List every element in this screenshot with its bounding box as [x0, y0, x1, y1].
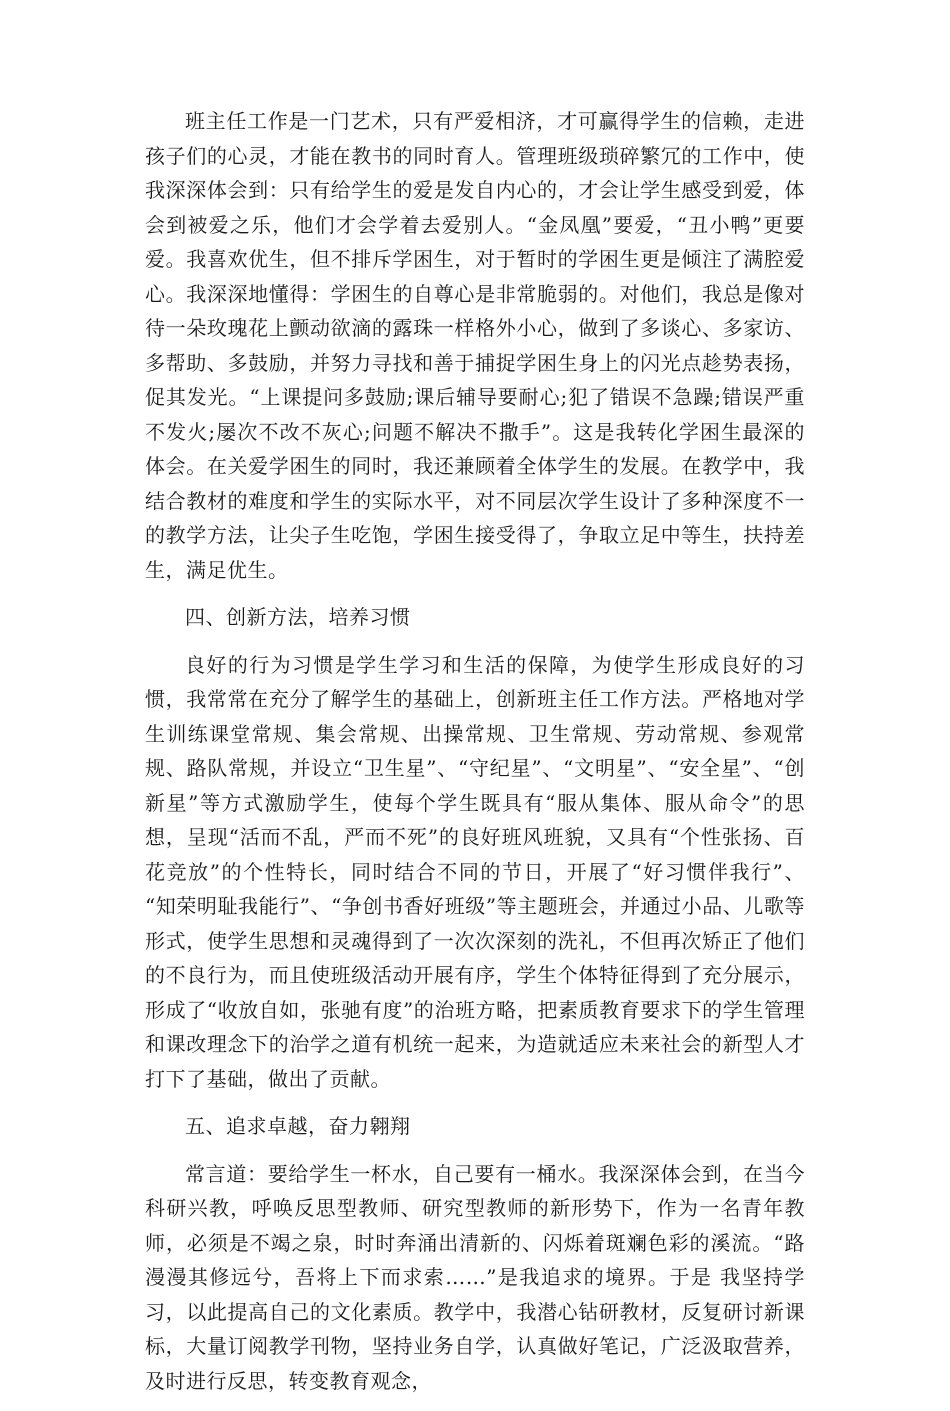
paragraph-good-habits: 良好的行为习惯是学生学习和生活的保障，为使学生形成良好的习惯，我常常在充分了解学生的基础上，创新班主任工作方法。严格地对学生训练课堂常规、集会常规、出操常规、卫生常规、劳动常规、参观常规、路队常规，并设立“卫生星”、“守纪星”、“文明星”、“安全星”、“创新星”等方式激励学生，使每个学生既具有“服从集体、服从命令”的思想，呈现“活而不乱，严而不死”的良好班风班貌，又具有“个性张扬、百花竞放”的个性特长，同时结合不同的节日，开展了“好习惯伴我行”、 “知荣明耻我能行”、“争创书香好班级”等主题班会，并通过小品、儿歌等形式，使学生思想和灵魂得到了一次次深刻的洗礼，不但再次矫正了他们的不良行为，而且使班级活动开展有序，学生个体特征得到了充分展示，形成了“收放自如，张驰有度”的治班方略，把素质教育要求下的学生管理和课改理念下的治学之道有机统一起来，为造就适应未来社会的新型人才打下了基础，做出了贡献。: [145, 652, 805, 1091]
section-heading-4: 四、创新方法，培养习惯: [185, 605, 411, 629]
paragraph-pursue-excellence: 常言道：要给学生一杯水，自己要有一桶水。我深深体会到，在当今科研兴教，呼唤反思型教师、研究型教师的新形势下，作为一名青年教师，必须是不竭之泉，时时奔涌出清新的、闪烁着斑斓色彩的溪流。“路漫漫其修远兮，吾将上下而求索……”是我追求的境界。于是 我坚持学习，以此提高自己的文化素质。教学中，我潜心钻研教材，反复研讨新课标，大量订阅教学刊物，坚持业务自学，认真做好笔记，广泛汲取营养，及时进行反思，转变教育观念，: [145, 1161, 805, 1393]
paragraph-class-teacher-love: 班主任工作是一门艺术，只有严爱相济，才可赢得学生的信赖，走进孩子们的心灵，才能在教书的同时育人。管理班级琐碎繁冗的工作中，使我深深体会到：只有给学生的爱是发自内心的，才会让学生感受到爱，体会到被爱之乐，他们才会学着去爱别人。“金凤凰”要爱，“丑小鸭”更要爱。我喜欢优生，但不排斥学困生，对于暂时的学困生更是倾注了满腔爱心。我深深地懂得：学困生的自尊心是非常脆弱的。对他们，我总是像对待一朵玫瑰花上颤动欲滴的露珠一样格外小心，做到了多谈心、多家访、多帮助、多鼓励，并努力寻找和善于捕捉学困生身上的闪光点趁势表扬，促其发光。“上课提问多鼓励;课后辅导要耐心;犯了错误不急躁;错误严重不发火;屡次不改不灰心;问题不解决不撒手”。这是我转化学困生最深的体会。在关爱学困生的同时，我还兼顾着全体学生的发展。在教学中，我结合教材的难度和学生的实际水平，对不同层次学生设计了多种深度不一的教学方法，让尖子生吃饱，学困生接受得了，争取立足中等生，扶持差生，满足优生。: [145, 109, 805, 582]
document-body: [145, 104, 805, 1411]
section-heading-5: 五、追求卓越，奋力翱翔: [185, 1114, 411, 1138]
